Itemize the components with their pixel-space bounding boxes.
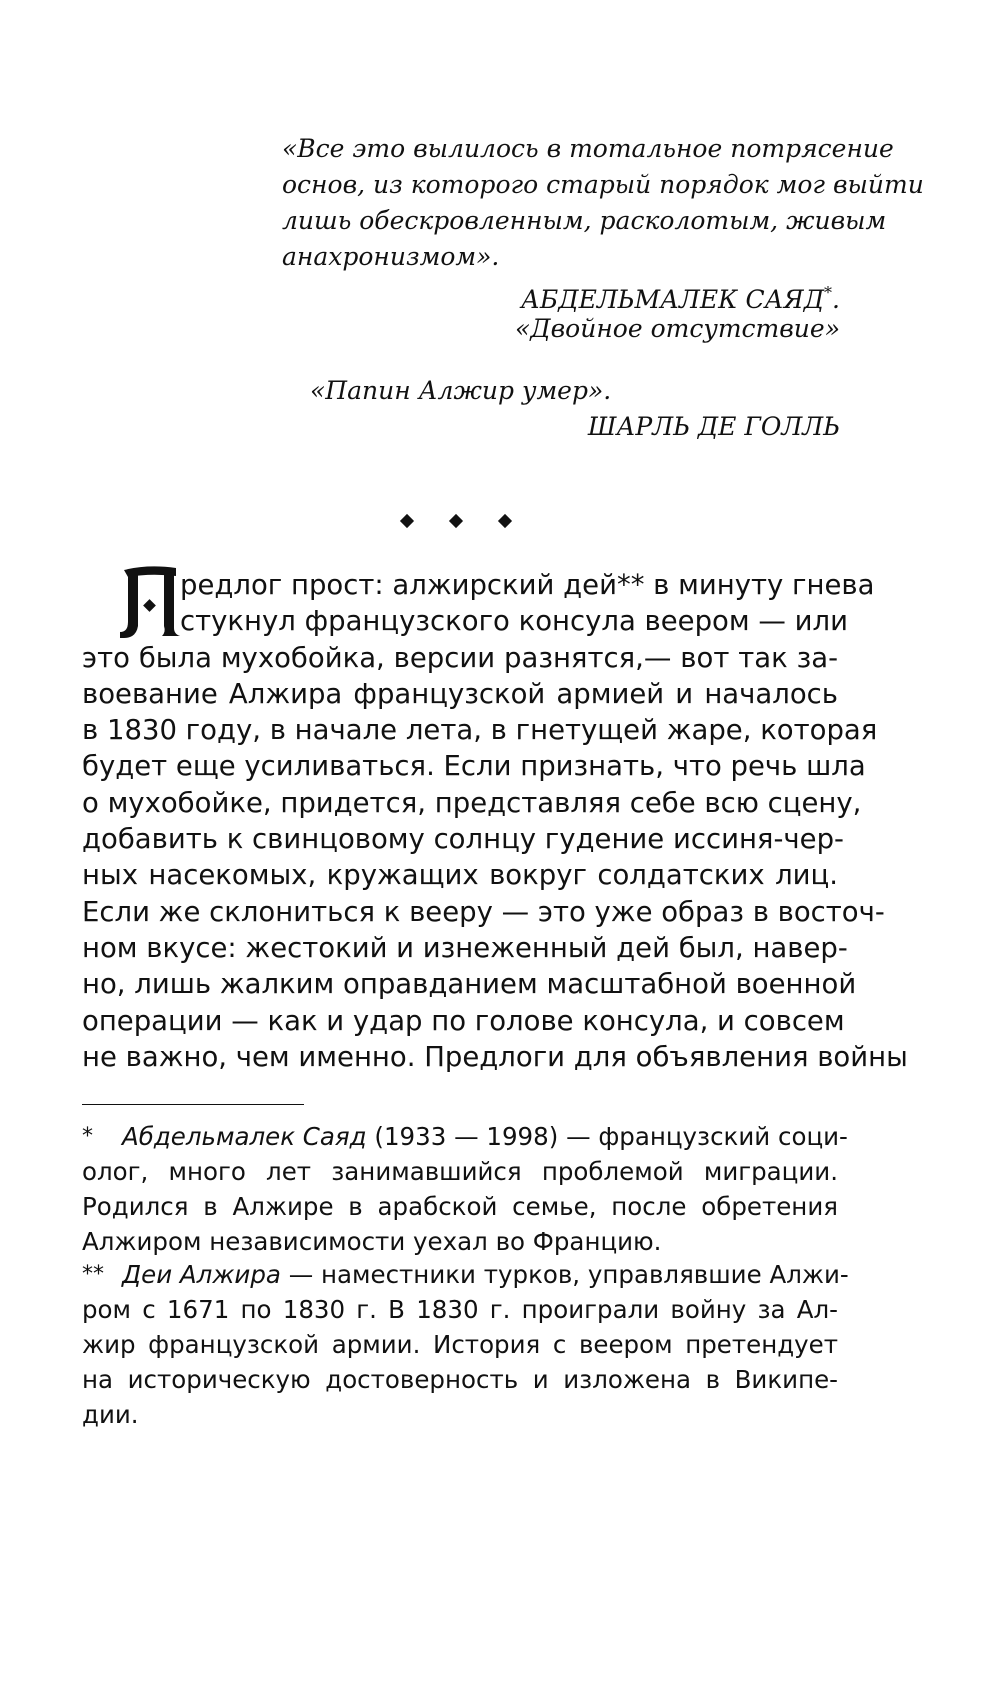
epigraph-author-name: АБДЕЛЬМАЛЕК САЯД — [520, 285, 825, 314]
section-ornament — [396, 510, 516, 534]
text-line: редлог прост: алжирский дей** в минуту гнева — [180, 569, 875, 601]
text-line: операции — как и удар по голове консула, и совсем — [82, 1004, 845, 1037]
text-line: Если же склониться к вееру — это уже образ в восточ- — [82, 895, 885, 928]
footnote-line: Родился в Алжире в арабской семье, после обретения — [82, 1192, 838, 1221]
text-line: стукнул французского консула веером — или — [180, 605, 848, 638]
main-text — [82, 567, 908, 1075]
text-line: это была мухобойка, версии разнятся,— вот так за- — [82, 641, 838, 674]
footnote-line: олог, много лет занимавшийся проблемой миграции. — [82, 1157, 838, 1186]
footnote-marker: * — [82, 1124, 93, 1149]
epigraph-line: «Все это вылилось в тотальное потрясение — [282, 134, 894, 163]
footnote-term: Деи Алжира — [122, 1260, 281, 1289]
footnote-line: ром с 1671 по 1830 г. В 1830 г. проиграли войну за Ал- — [82, 1295, 838, 1324]
footnote-line: на историческую достоверность и изложена в Википе- — [82, 1365, 838, 1394]
footnote-line: дии. — [82, 1400, 139, 1429]
epigraph-author-2: ШАРЛЬ ДЕ ГОЛЛЬ — [587, 412, 840, 441]
text-line: ном вкусе: жестокий и изнеженный дей был, навер- — [82, 931, 848, 964]
text-line: ных насекомых, кружащих вокруг солдатских лиц. — [82, 859, 838, 892]
footnote-text: — наместники турков, управлявшие Алжи- — [280, 1260, 849, 1289]
epigraph-quote-2: «Папин Алжир умер». — [310, 376, 612, 405]
text-line: о мухобойке, придется, представляя себе всю сцену, — [82, 786, 862, 819]
epigraph-quote — [282, 131, 924, 275]
text-line: добавить к свинцовому солнцу гудение иссиня-чер- — [82, 823, 844, 856]
diamond-ornament-icon — [498, 514, 512, 528]
footnote-line — [82, 1119, 848, 1154]
footnote-term: Абдельмалек Саяд — [122, 1122, 367, 1151]
diamond-ornament-icon — [449, 514, 463, 528]
epigraph-author: АБДЕЛЬМАЛЕК САЯД*. — [520, 283, 840, 314]
text-line: воевание Алжира французской армией и началось — [82, 677, 838, 710]
text-line: будет еще усиливаться. Если признать, что речь шла — [82, 750, 866, 783]
diamond-ornament-icon — [400, 514, 414, 528]
footnote-line — [82, 1257, 849, 1292]
epigraph-line: основ, из которого старый порядок мог выйти — [282, 170, 924, 199]
epigraph-line: лишь обескровленным, расколотым, живым — [282, 206, 887, 235]
footnote-marker: ** — [82, 1262, 104, 1287]
footnote-reference: * — [824, 283, 833, 302]
footnote — [82, 1119, 848, 1259]
footnote-divider — [82, 1104, 304, 1105]
footnote-line: Алжиром независимости уехал во Францию. — [82, 1227, 662, 1256]
footnote-text: (1933 — 1998) — французский соци- — [366, 1122, 848, 1151]
footnote-line: жир французской армии. История с веером претендует — [82, 1330, 838, 1359]
epigraph-source: «Двойное отсутствие» — [515, 314, 840, 343]
epigraph-line: анахронизмом». — [282, 242, 500, 271]
text-line: но, лишь жалким оправданием масштабной военной — [82, 968, 857, 1001]
footnote — [82, 1257, 849, 1432]
text-line: в 1830 году, в начале лета, в гнетущей жаре, которая — [82, 714, 878, 747]
text-line: не важно, чем именно. Предлоги для объявления войны — [82, 1040, 908, 1073]
